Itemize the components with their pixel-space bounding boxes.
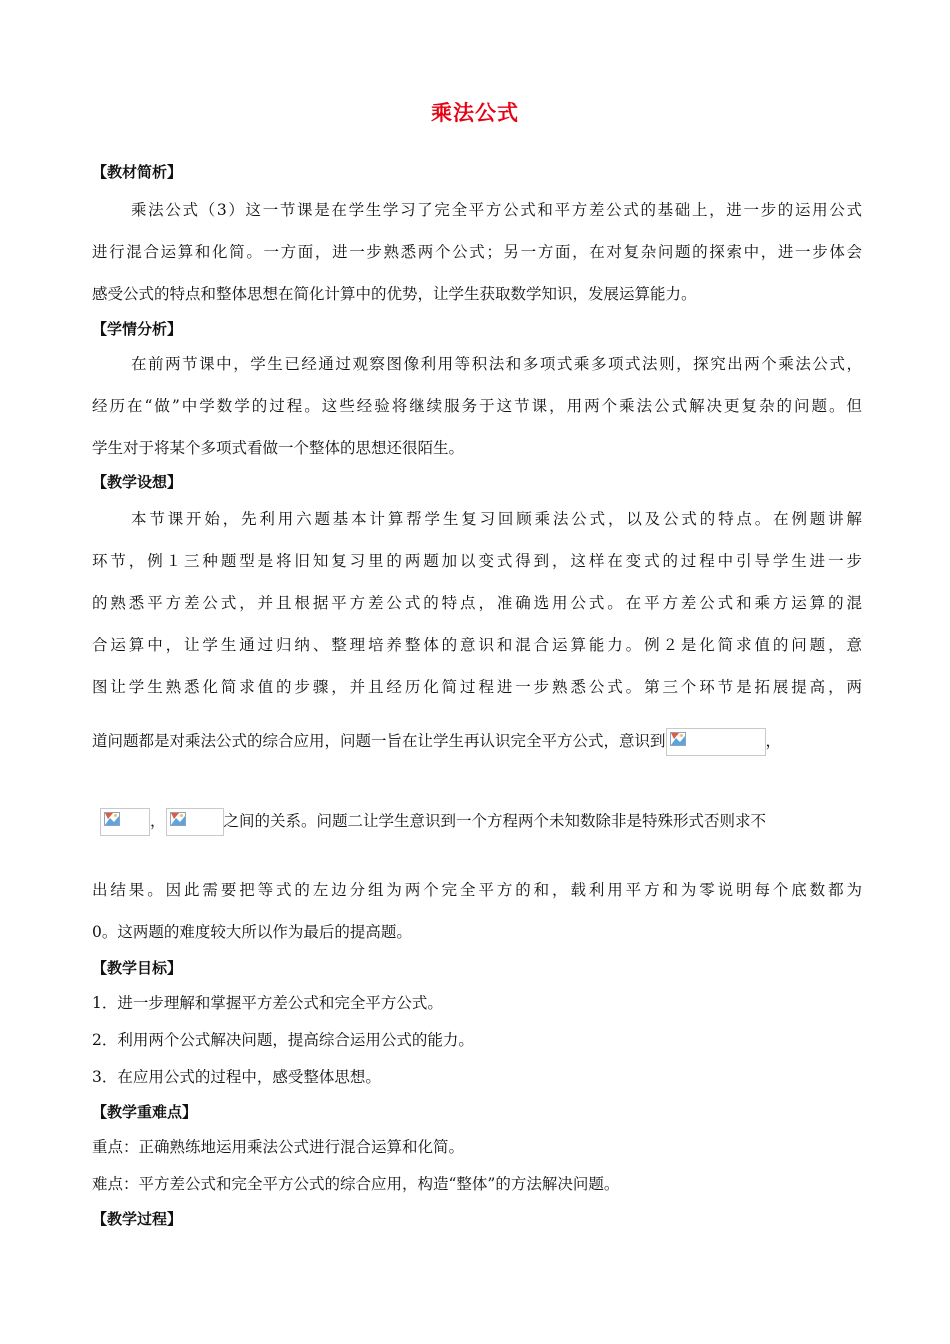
paragraph-line-with-formula — [100, 806, 870, 836]
section-heading-design: 【教学设想】 — [92, 473, 183, 491]
paragraph-line: 进行混合运算和化简。一方面，进一步熟悉两个公式；另一方面，在对复杂问题的探索中，进一步体会 — [92, 243, 862, 261]
section-heading-students: 【学情分析】 — [92, 320, 183, 338]
paragraph-line: 经历在“做”中学数学的过程。这些经验将继续服务于这节课，用两个乘法公式解决更复杂的问题。但 — [92, 397, 862, 415]
page-title: 乘法公式 — [431, 101, 519, 125]
paragraph-line: 在前两节课中，学生已经通过观察图像利用等积法和多项式乘多项式法则，探究出两个乘法公式， — [131, 355, 862, 373]
paragraph-text: 道问题都是对乘法公式的综合应用，问题一旨在让学生再认识完全平方公式，意识到 — [92, 732, 666, 750]
paragraph-line: 学生对于将某个多项式看做一个整体的思想还很陌生。 — [92, 439, 465, 457]
paragraph-line: 出结果。因此需要把等式的左边分组为两个完全平方的和，载利用平方和为零说明每个底数都为 — [92, 881, 862, 899]
key-point-text: 重点：正确熟练地运用乘法公式进行混合运算和化简。 — [92, 1138, 465, 1156]
punctuation: ， — [150, 812, 166, 830]
paragraph-line: 的熟悉平方差公式，并且根据平方差公式的特点，准确选用公式。在平方差公式和乘方运算的混 — [92, 594, 862, 612]
list-item: 1．进一步理解和掌握平方差公式和完全平方公式。 — [92, 994, 443, 1012]
paragraph-line-with-formula — [92, 726, 882, 756]
paragraph-line: 图让学生熟悉化简求值的步骤，并且经历化简过程进一步熟悉公式。第三个环节是拓展提高，两 — [92, 678, 862, 696]
section-heading-keypoints: 【教学重难点】 — [92, 1103, 198, 1121]
section-heading-analysis: 【教材简析】 — [92, 163, 183, 181]
paragraph-line: 本节课开始，先利用六题基本计算帮学生复习回顾乘法公式，以及公式的特点。在例题讲解 — [131, 510, 862, 528]
paragraph-line: 0。这两题的难度较大所以作为最后的提高题。 — [92, 923, 412, 941]
paragraph-line: 环节，例１三种题型是将旧知复习里的两题加以变式得到，这样在变式的过程中引导学生进一步 — [92, 552, 862, 570]
punctuation: ， — [765, 732, 782, 750]
paragraph-line: 感受公式的特点和整体思想在简化计算中的优势，让学生获取数学知识，发展运算能力。 — [92, 285, 697, 303]
formula-image-placeholder — [166, 808, 224, 836]
section-heading-goals: 【教学目标】 — [92, 959, 183, 977]
section-heading-process: 【教学过程】 — [92, 1210, 183, 1228]
paragraph-text: 之间的关系。问题二让学生意识到一个方程两个未知数除非是特殊形式否则求不 — [223, 812, 767, 830]
paragraph-line: 乘法公式（3）这一节课是在学生学习了完全平方公式和平方差公式的基础上，进一步的运用公式 — [131, 201, 862, 219]
list-item: 3．在应用公式的过程中，感受整体思想。 — [92, 1068, 381, 1086]
paragraph-line: 合运算中，让学生通过归纳、整理培养整体的意识和混合运算能力。例２是化简求值的问题，意 — [92, 636, 862, 654]
formula-image-placeholder — [100, 808, 150, 836]
broken-image-icon — [670, 732, 686, 746]
difficult-point-text: 难点：平方差公式和完全平方公式的综合应用，构造“整体”的方法解决问题。 — [92, 1175, 620, 1193]
list-item: 2．利用两个公式解决问题，提高综合运用公式的能力。 — [92, 1031, 474, 1049]
formula-image-placeholder — [666, 728, 766, 756]
broken-image-icon — [104, 812, 120, 826]
broken-image-icon — [170, 812, 186, 826]
